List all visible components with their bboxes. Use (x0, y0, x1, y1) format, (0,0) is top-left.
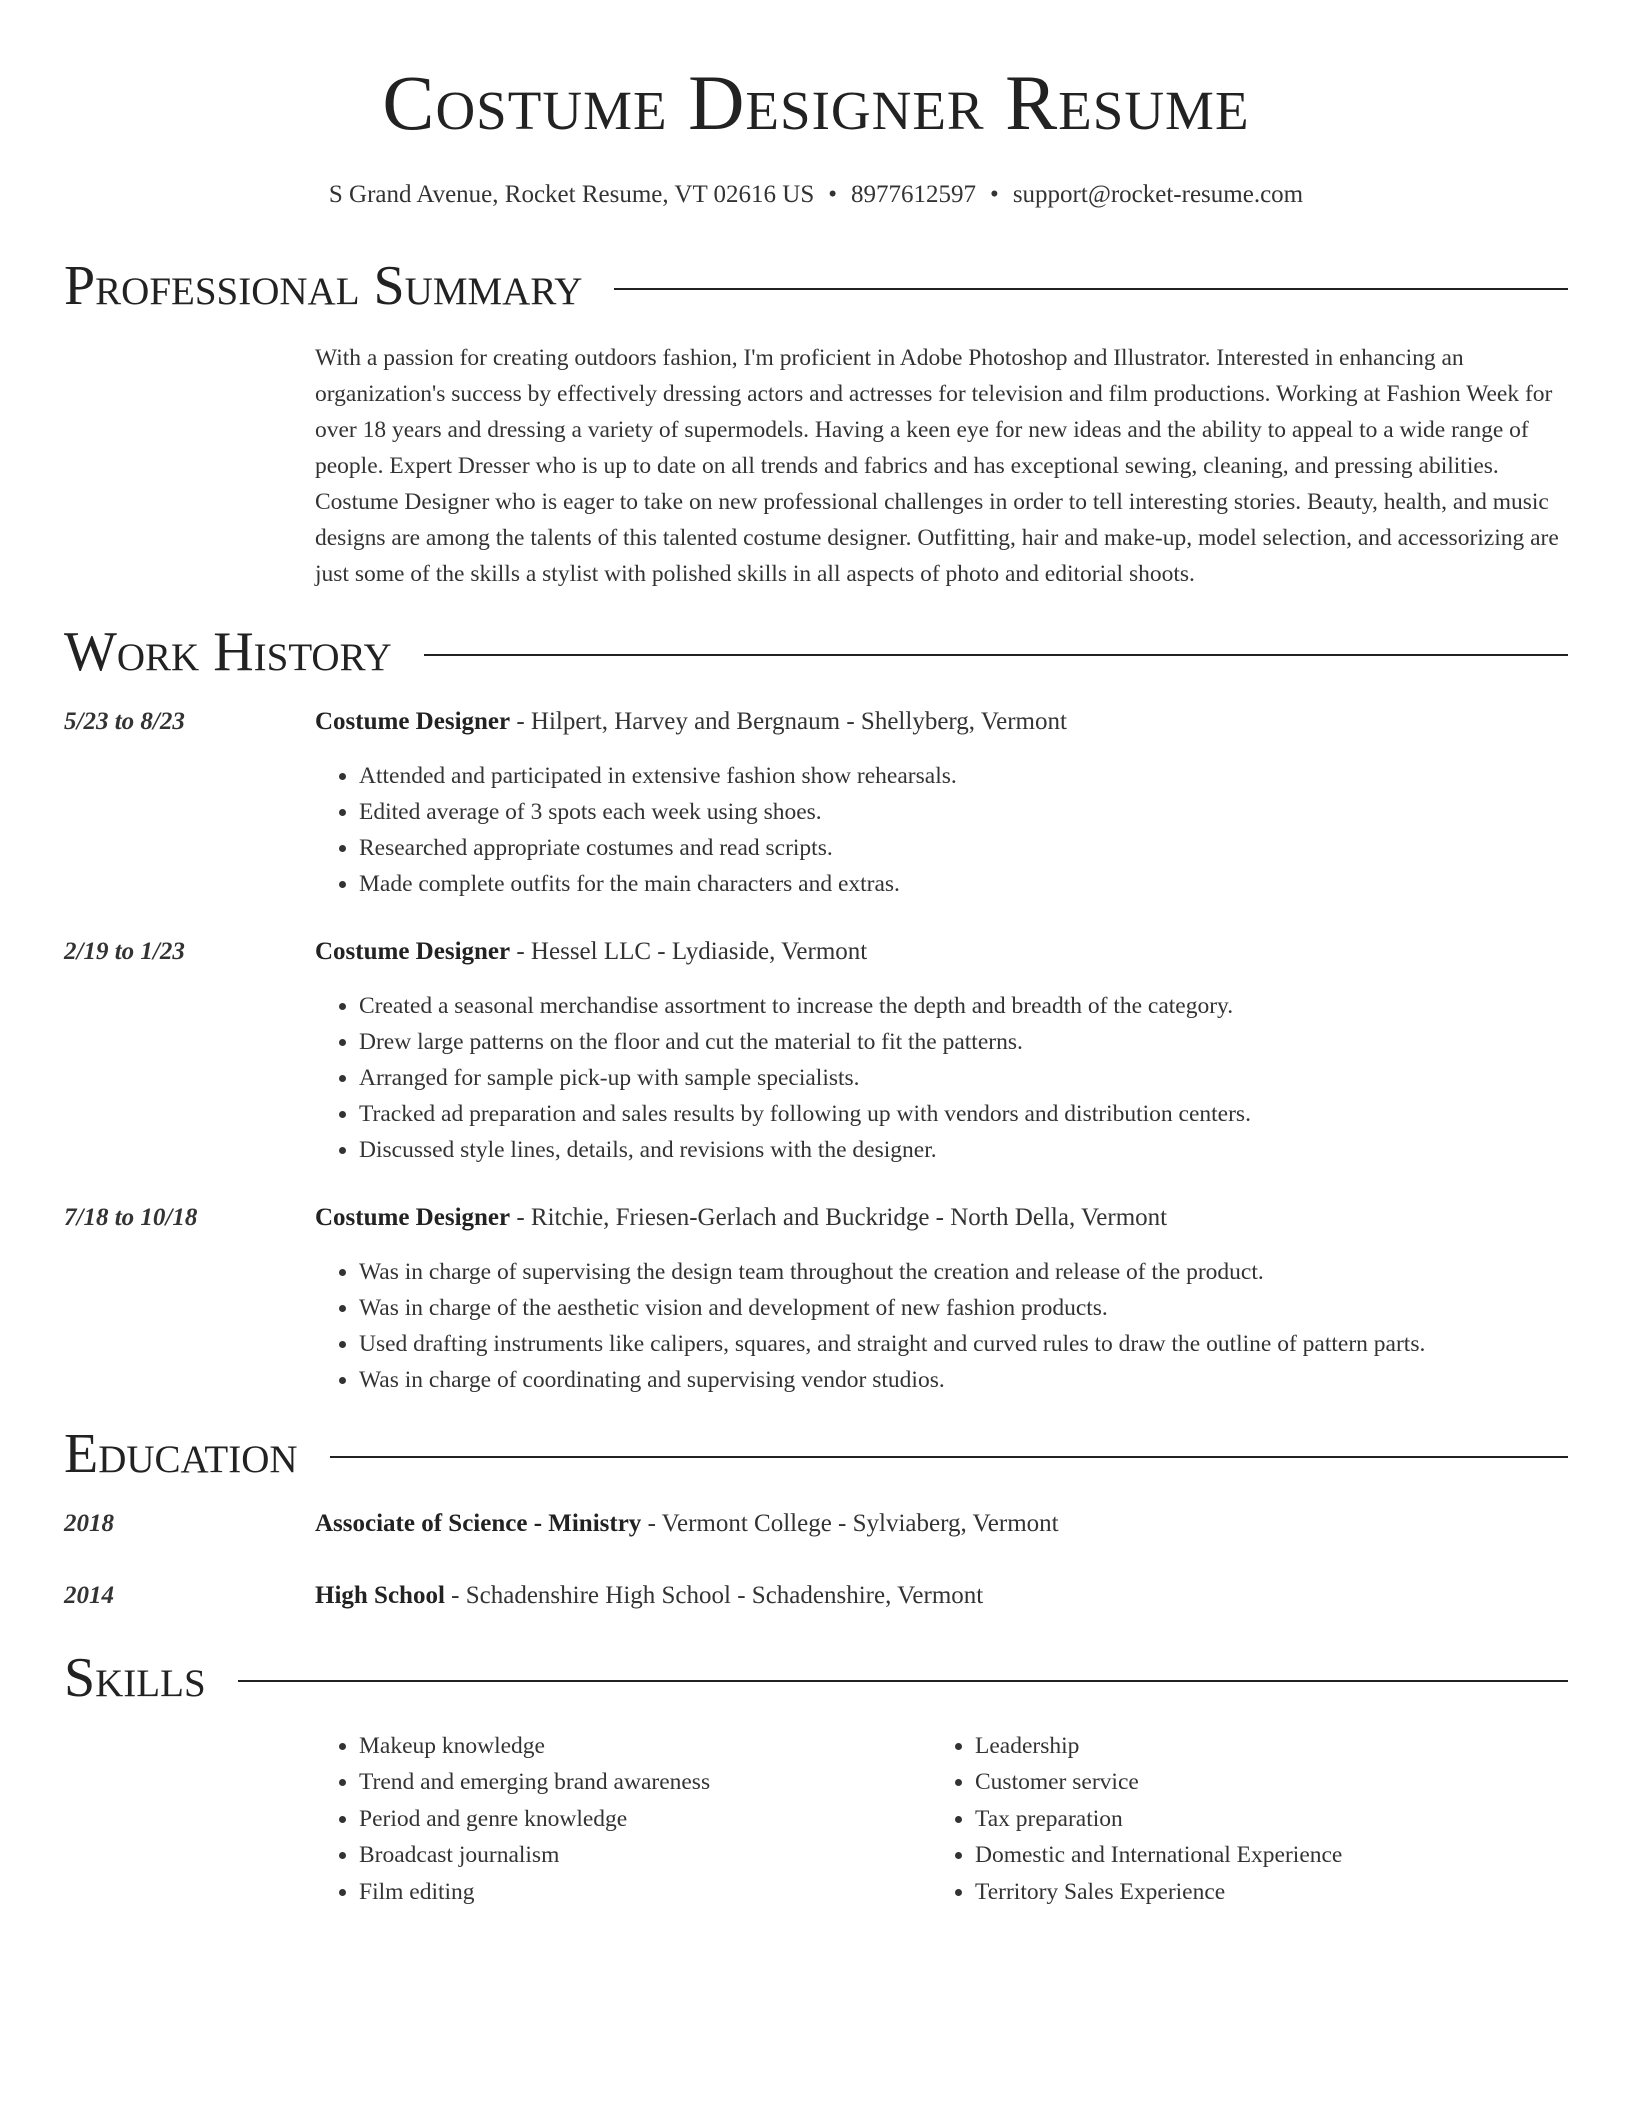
skills-section-header (64, 1646, 1568, 1709)
education-line (315, 1506, 1059, 1542)
job-role: Costume Designer (315, 937, 511, 965)
job-bullet: • Researched appropriate costumes and read scripts. (359, 830, 1568, 866)
education-line (315, 1578, 983, 1614)
section-divider (330, 1456, 1568, 1458)
job-bullet: • Arranged for sample pick-up with sample specialists. (359, 1060, 1568, 1096)
skill-item: • Film editing (359, 1874, 931, 1911)
education-degree: High School (315, 1581, 445, 1609)
job-bullets (315, 758, 1568, 902)
contact-email: support@rocket-resume.com (1012, 180, 1304, 208)
section-divider (238, 1680, 1568, 1682)
education-section-header (64, 1422, 1568, 1485)
education-school: - Schadenshire High School - Schadenshire, Vermont (444, 1581, 984, 1609)
job-body (315, 1200, 1568, 1398)
work-section-title: Work History (64, 620, 392, 683)
skill-item: • Customer service (975, 1764, 1547, 1801)
education-entry (64, 1578, 1568, 1614)
education-section-title: Education (64, 1422, 298, 1485)
education-year: 2014 (64, 1581, 114, 1609)
job-bullet: • Used drafting instruments like calipers, squares, and straight and curved rules to draw the outline of pattern parts. (359, 1326, 1568, 1362)
job-role: Costume Designer (315, 1203, 511, 1231)
job-bullet: • Was in charge of the aesthetic vision and development of new fashion products. (359, 1290, 1568, 1326)
job-role: Costume Designer (315, 707, 511, 735)
education-entry (64, 1506, 1568, 1542)
job-bullet: • Created a seasonal merchandise assortment to increase the depth and breadth of the category. (359, 988, 1568, 1024)
job-bullet: • Drew large patterns on the floor and cut the material to fit the patterns. (359, 1024, 1568, 1060)
skills-column-right (931, 1728, 1547, 1911)
skills-column-left (315, 1728, 931, 1911)
job-bullets (315, 988, 1568, 1168)
section-divider (424, 654, 1568, 656)
job-date: 5/23 to 8/23 (64, 707, 185, 735)
job-bullet: • Edited average of 3 spots each week using shoes. (359, 794, 1568, 830)
education-degree: Associate of Science - Ministry (315, 1509, 642, 1537)
job-entry (64, 934, 1568, 1168)
summary-section-title: Professional Summary (64, 254, 583, 317)
job-entry (64, 1200, 1568, 1398)
skill-item: • Broadcast journalism (359, 1837, 931, 1874)
job-employer: - Ritchie, Friesen-Gerlach and Buckridge - North Della, Vermont (510, 1203, 1168, 1231)
skill-item: • Tax preparation (975, 1801, 1547, 1838)
job-title-line (315, 704, 1568, 740)
contact-phone: 8977612597 (851, 180, 977, 208)
job-bullet: • Attended and participated in extensive fashion show rehearsals. (359, 758, 1568, 794)
contact-address: S Grand Avenue, Rocket Resume, VT 02616 US (328, 180, 815, 208)
job-bullet: • Was in charge of coordinating and supervising vendor studios. (359, 1362, 1568, 1398)
job-employer: - Hilpert, Harvey and Bergnaum - Shellyberg, Vermont (510, 707, 1067, 735)
skills-section-title: Skills (64, 1646, 206, 1709)
resume-page (64, 0, 1568, 1910)
section-divider (614, 288, 1568, 290)
job-date: 7/18 to 10/18 (64, 1203, 198, 1231)
education-year: 2018 (64, 1509, 114, 1537)
skill-item: • Trend and emerging brand awareness (359, 1764, 931, 1801)
skill-item: • Makeup knowledge (359, 1728, 931, 1765)
summary-section-header (64, 254, 1568, 317)
job-bullet: • Tracked ad preparation and sales results by following up with vendors and distribution centers. (359, 1096, 1568, 1132)
job-bullets (315, 1254, 1568, 1398)
job-title-line (315, 1200, 1568, 1236)
job-title-line (315, 934, 1568, 970)
skill-item: • Leadership (975, 1728, 1547, 1765)
contact-separator: • (990, 180, 999, 208)
education-school: - Vermont College - Sylviaberg, Vermont (641, 1509, 1059, 1537)
job-entry (64, 704, 1568, 902)
work-section-header (64, 620, 1568, 683)
summary-text: With a passion for creating outdoors fashion, I'm proficient in Adobe Photoshop and Illustrator. Interested in enhancing an organization's success by effectively dressing actors and actresses for television and film productions. Working at Fashion Week for over 18 years and dressing a variety of supermodels. Having a keen eye for new ideas and the ability to appeal to a wide range of people. Expert Dresser who is up to date on all trends and fabrics and has exceptional sewing, cleaning, and pressing abilities. Costume Designer who is eager to take on new professional challenges in order to tell interesting stories. Beauty, health, and music designs are among the talents of this talented costume designer. Outfitting, hair and make-up, model selection, and accessorizing are just some of the skills a stylist with polished skills in all aspects of photo and editorial shoots. (315, 344, 1559, 587)
skills-list (315, 1728, 1568, 1911)
job-bullet: • Made complete outfits for the main characters and extras. (359, 866, 1568, 902)
skill-item: • Territory Sales Experience (975, 1874, 1547, 1911)
job-body (315, 704, 1568, 902)
contact-separator: • (828, 180, 838, 208)
job-employer: - Hessel LLC - Lydiaside, Vermont (510, 937, 868, 965)
job-bullet: • Discussed style lines, details, and revisions with the designer. (359, 1132, 1568, 1168)
job-bullet: • Was in charge of supervising the design team throughout the creation and release of the product. (359, 1254, 1568, 1290)
contact-line (64, 180, 1568, 210)
resume-name: Costume Designer Resume (382, 59, 1250, 146)
skill-item: • Period and genre knowledge (359, 1801, 931, 1838)
skill-item: • Domestic and International Experience (975, 1837, 1547, 1874)
job-body (315, 934, 1568, 1168)
job-date: 2/19 to 1/23 (64, 937, 185, 965)
